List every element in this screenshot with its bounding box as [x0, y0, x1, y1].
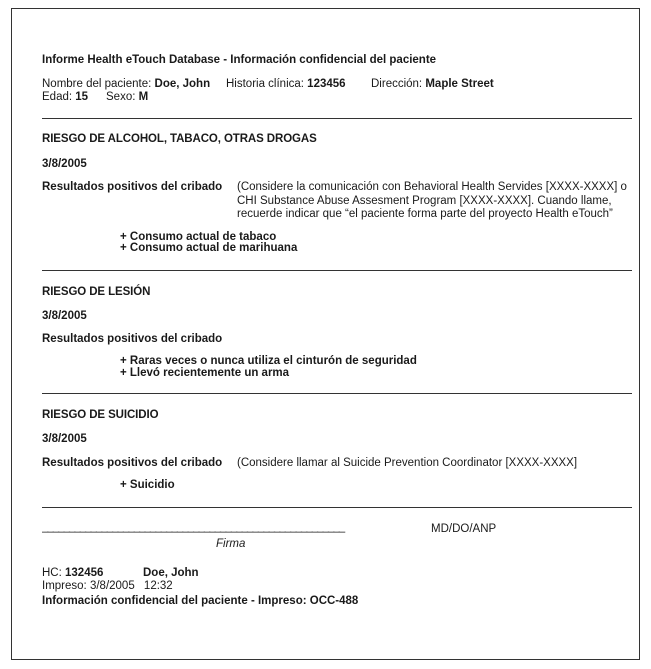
finding-item: + Suicidio	[120, 479, 175, 491]
section-title-injury: RIESGO DE LESIÓN	[42, 286, 151, 298]
section-date: 3/8/2005	[42, 433, 87, 445]
results-label: Resultados positivos del cribado	[42, 457, 223, 469]
divider	[42, 118, 632, 119]
patient-address	[371, 77, 494, 91]
referral-note-line-1: (Considere la comunicación con Behavioral Health Servides [XXXX-XXXX] o	[237, 181, 627, 193]
record-value: 123456	[307, 78, 346, 90]
referral-note-line-3: recuerde indicar que “el paciente forma parte del proyecto Health eTouch”	[237, 208, 613, 220]
age-label: Edad:	[42, 91, 73, 103]
referral-note: (Considere llamar al Suicide Prevention Coordinator [XXXX-XXXX]	[237, 457, 578, 469]
results-label: Resultados positivos del cribado	[42, 333, 223, 345]
patient-name-value: Doe, John	[154, 78, 211, 90]
record-label: Historia clínica:	[226, 78, 304, 90]
signature-line: ________________________________________________________	[42, 521, 345, 533]
report-title: Informe Health eTouch Database - Información confidencial del paciente	[42, 54, 437, 66]
printed-label: Impreso:	[42, 580, 87, 592]
patient-name-label: Nombre del paciente:	[42, 78, 152, 90]
printed-date: 3/8/2005	[89, 580, 135, 592]
age-value: 15	[75, 91, 89, 103]
divider	[42, 270, 632, 271]
patient-age	[42, 90, 88, 104]
patient-name	[42, 77, 210, 91]
printed-time: 12:32	[143, 580, 173, 592]
finding-item: + Consumo actual de tabaco	[120, 231, 277, 243]
footer-patient-name: Doe, John	[143, 567, 199, 579]
sex-value: M	[138, 91, 149, 103]
divider	[42, 507, 632, 508]
divider	[42, 393, 632, 394]
section-title-alcohol: RIESGO DE ALCOHOL, TABACO, OTRAS DROGAS	[42, 133, 317, 145]
finding-item: + Consumo actual de marihuana	[120, 242, 298, 254]
patient-sex	[106, 90, 148, 104]
finding-item: + Raras veces o nunca utiliza el cinturón de seguridad	[120, 355, 417, 367]
section-title-suicide: RIESGO DE SUICIDIO	[42, 409, 159, 421]
signature-label: Firma	[216, 538, 246, 550]
signature-credentials: MD/DO/ANP	[431, 523, 497, 535]
section-date: 3/8/2005	[42, 158, 87, 170]
footer-hc-value: 132456	[65, 567, 104, 579]
sex-label: Sexo:	[106, 91, 136, 103]
footer-hc	[42, 566, 103, 580]
footer-hc-label: HC:	[42, 567, 62, 579]
patient-record	[226, 77, 346, 91]
address-value: Maple Street	[425, 78, 494, 90]
finding-item: + Llevó recientemente un arma	[120, 367, 290, 379]
address-label: Dirección:	[371, 78, 423, 90]
results-label: Resultados positivos del cribado	[42, 181, 223, 193]
section-date: 3/8/2005	[42, 310, 87, 322]
footer-confidential: Información confidencial del paciente - Impreso: OCC-488	[42, 595, 359, 607]
referral-note-line-2: CHI Substance Abuse Assesment Program [XXXX-XXXX]. Cuando llame,	[237, 195, 612, 207]
footer-printed	[42, 579, 173, 593]
